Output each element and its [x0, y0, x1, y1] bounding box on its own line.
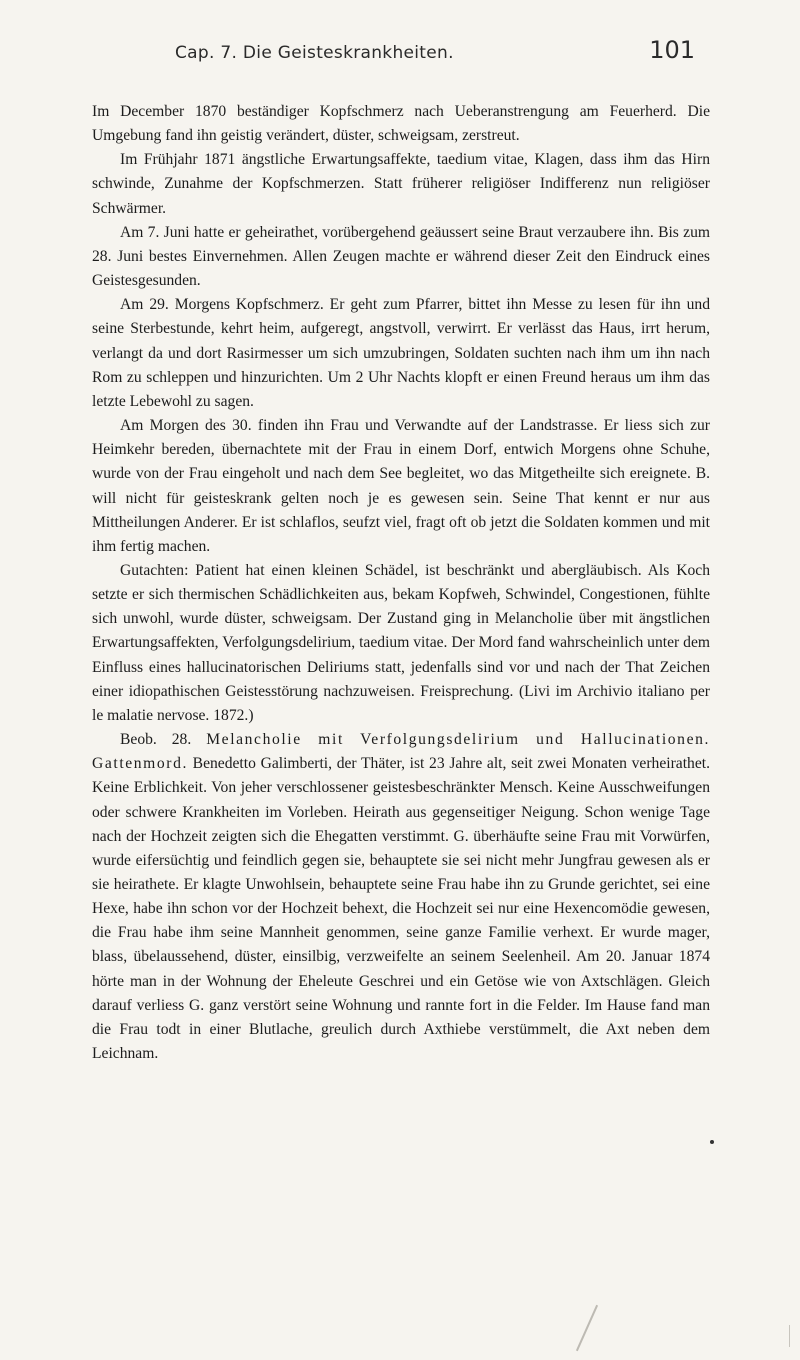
case-label: Beob. 28. — [120, 731, 192, 749]
case-subtitle: Gattenmord. — [92, 755, 188, 773]
paper-mark — [576, 1305, 598, 1351]
page-number: 101 — [649, 36, 695, 64]
page-body — [92, 100, 710, 1066]
paper-mark-edge — [789, 1325, 790, 1347]
paragraph-5: Am Morgen des 30. finden ihn Frau und Verwandte auf der Landstrasse. Er liess sich zur Heimkehr bereden, übernachtete mit der Frau in einem Dorf, entwich Morgens ohne Schuhe, wurde von der Frau eingeholt und nach dem See begleitet, wo das Mitgetheilte sich ereignete. B. will nicht für geisteskrank gelten noch je es gewesen sein. Seine That kennt er nur aus Mittheilungen Anderer. Er ist schlaflos, seufzt viel, fragt oft ob jetzt die Soldaten kommen und mit ihm fertig machen. — [92, 417, 710, 555]
paragraph-2: Im Frühjahr 1871 ängstliche Erwartungsaffekte, taedium vitae, Klagen, dass ihm das Hirn schwinde, Zunahme der Kopfschmerzen. Statt früherer religiöser Indifferenz nun religiöser Schwärmer. — [92, 151, 710, 217]
paragraph-3: Am 7. Juni hatte er geheirathet, vorübergehend geäussert seine Braut verzaubere ihn. Bis zum 28. Juni bestes Einvernehmen. Allen Zeugen machte er während dieser Zeit den Eindruck eines Geistesgesunden. — [92, 223, 710, 290]
running-title: Cap. 7. Die Geisteskrankheiten. — [175, 43, 454, 63]
paragraph-1: Im December 1870 beständiger Kopfschmerz nach Ueberanstrengung am Feuerherd. Die Umgebung fand ihn geistig verändert, düster, schweigsam, zerstreut. — [92, 103, 710, 145]
case-title: Melancholie mit Verfolgungsdelirium und Hallucinationen. — [206, 731, 710, 749]
paragraph-4: Am 29. Morgens Kopfschmerz. Er geht zum Pfarrer, bittet ihn Messe zu lesen für ihn und seine Sterbestunde, kehrt heim, aufgeregt, angstvoll, verwirrt. Er verlässt das Haus, irrt herum, verlangt da und dort Rasirmesser um sich umzubringen, Soldaten suchten nach ihm um ihn nach Rom zu schleppen und hinzurichten. Um 2 Uhr Nachts klopft er einen Freund heraus um ihm das letzte Lebewohl zu sagen. — [92, 296, 710, 410]
print-speck — [710, 1140, 714, 1144]
case-observation — [92, 728, 710, 1066]
page-header — [175, 36, 695, 76]
case-text: Benedetto Galimberti, der Thäter, ist 23 Jahre alt, seit zwei Monaten verheirathet. Keine Erblichkeit. Von jeher verschlossener geistesbeschränkter Mensch. Keine Ausschweifungen oder schwere Krankheiten im Vorleben. Heirath aus gegenseitiger Neigung. Schon wenige Tage nach der Hochzeit zeigten sich die Ehegatten verstimmt. G. überhäufte seine Frau mit Vorwürfen, wurde eifersüchtig und feindlich gegen sie, behauptete sie sei nicht mehr Jungfrau gewesen als er sie heirathete. Er klagte Unwohlsein, behauptete seine Frau habe ihn zu Grunde gerichtet, sei eine Hexe, habe ihn schon vor der Hochzeit behext, die Hochzeit sei nur eine Hexencomödie gewesen, die Frau habe ihm seine Mannheit genommen, seine ganze Familie verhext. Er wurde mager, blass, übelaussehend, düster, einsilbig, verzweifelte an seinem Seelenheil. Am 20. Januar 1874 hörte man in der Wohnung der Eheleute Geschrei und ein Getöse wie von Axtschlägen. Gleich darauf verliess G. ganz verstört seine Wohnung und rannte fort in die Felder. Im Hause fand man die Frau todt in einer Blutlache, greulich durch Axthiebe verstümmelt, die Axt neben dem Leichnam. — [92, 755, 710, 1063]
paragraph-6: Gutachten: Patient hat einen kleinen Schädel, ist beschränkt und abergläubisch. Als Koch setzte er sich thermischen Schädlichkeiten aus, bekam Kopfweh, Schwindel, Congestionen, fühlte sich unwohl, wurde düster, schweigsam. Der Zustand ging in Melancholie über mit ängstlichen Erwartungsaffekten, Verfolgungsdelirium, taedium vitae. Der Mord fand wahrscheinlich unter dem Einfluss eines hallucinatorischen Deliriums statt, jedenfalls sind vor und nach der That Zeichen einer idiopathischen Geistesstörung nachzuweisen. Freisprechung. (Livi im Archivio italiano per le malatie nervose. 1872.) — [92, 561, 710, 724]
